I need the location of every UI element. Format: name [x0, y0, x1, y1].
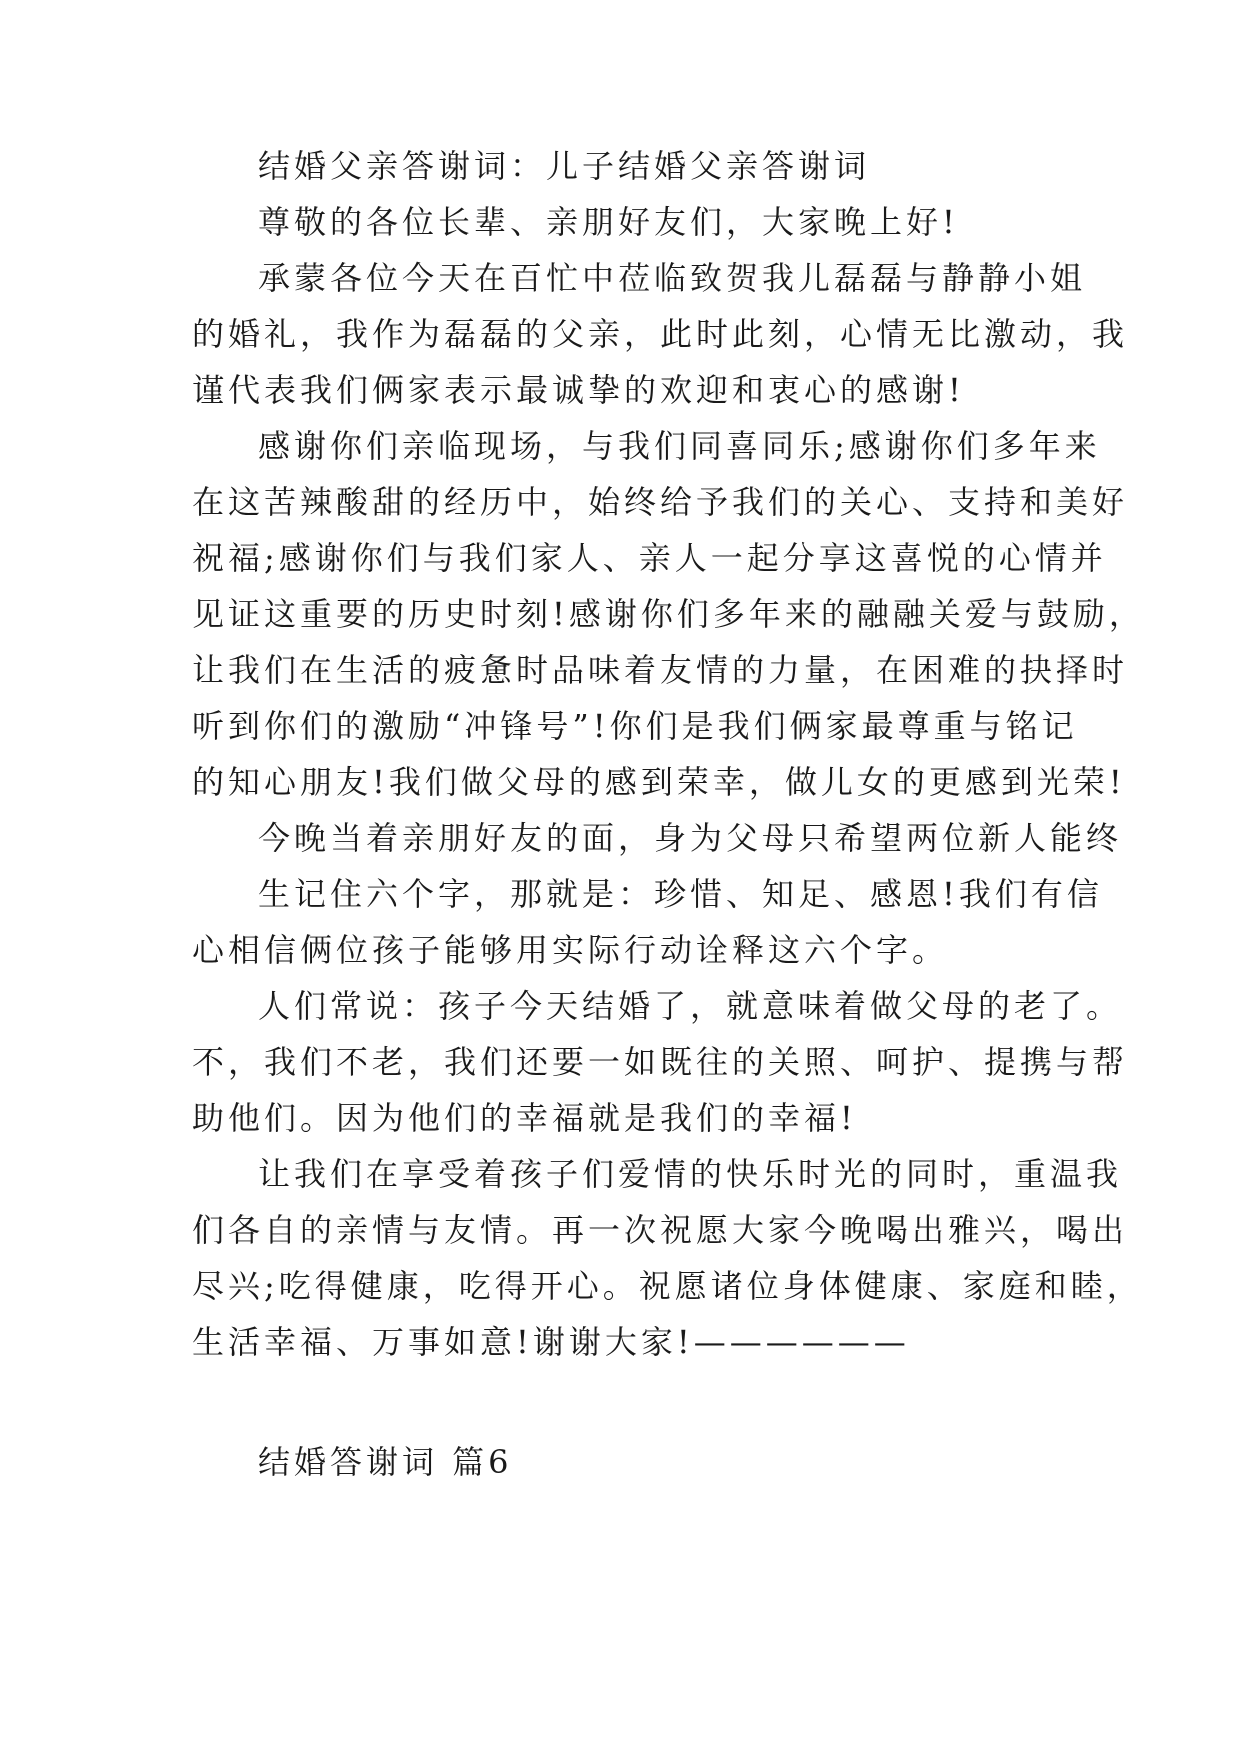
paragraph-line: 心相信俩位孩子能够用实际行动诠释这六个字。	[192, 931, 949, 969]
paragraph-line: 尽兴;吃得健康，吃得开心。祝愿诸位身体健康、家庭和睦，	[192, 1267, 1143, 1305]
section-heading: 结婚答谢词 篇6	[258, 1443, 513, 1481]
paragraph-line: 见证这重要的历史时刻!感谢你们多年来的融融关爱与鼓励，	[192, 595, 1145, 633]
paragraph-line: 谨代表我们俩家表示最诚挚的欢迎和衷心的感谢!	[192, 371, 965, 409]
paragraph-line: 让我们在享受着孩子们爱情的快乐时光的同时，重温我	[258, 1155, 1123, 1193]
paragraph-line: 生活幸福、万事如意!谢谢大家!——————	[192, 1323, 910, 1361]
paragraph-line: 的知心朋友!我们做父母的感到荣幸，做儿女的更感到光荣!	[192, 763, 1126, 801]
paragraph-line: 感谢你们亲临现场，与我们同喜同乐;感谢你们多年来	[258, 427, 1101, 465]
paragraph-line: 今晚当着亲朋好友的面，身为父母只希望两位新人能终	[258, 819, 1123, 857]
paragraph-line: 生记住六个字，那就是：珍惜、知足、感恩!我们有信	[258, 875, 1103, 913]
paragraph-line: 听到你们的激励“冲锋号”!你们是我们俩家最尊重与铭记	[192, 707, 1078, 745]
paragraph-line: 承蒙各位今天在百忙中莅临致贺我儿磊磊与静静小姐	[258, 259, 1087, 297]
paragraph-line: 们各自的亲情与友情。再一次祝愿大家今晚喝出雅兴，喝出	[192, 1211, 1129, 1249]
paragraph-line: 的婚礼，我作为磊磊的父亲，此时此刻，心情无比激动，我	[192, 315, 1129, 353]
paragraph-line: 在这苦辣酸甜的经历中，始终给予我们的关心、支持和美好	[192, 483, 1129, 521]
paragraph-line: 不，我们不老，我们还要一如既往的关照、呵护、提携与帮	[192, 1043, 1129, 1081]
paragraph-line: 祝福;感谢你们与我们家人、亲人一起分享这喜悦的心情并	[192, 539, 1107, 577]
paragraph-line: 助他们。因为他们的幸福就是我们的幸福!	[192, 1099, 857, 1137]
paragraph-line: 让我们在生活的疲惫时品味着友情的力量，在困难的抉择时	[192, 651, 1129, 689]
document-title: 结婚父亲答谢词：儿子结婚父亲答谢词	[258, 147, 871, 185]
paragraph-line: 人们常说：孩子今天结婚了，就意味着做父母的老了。	[258, 987, 1123, 1025]
greeting-line: 尊敬的各位长辈、亲朋好友们，大家晚上好!	[258, 203, 959, 241]
